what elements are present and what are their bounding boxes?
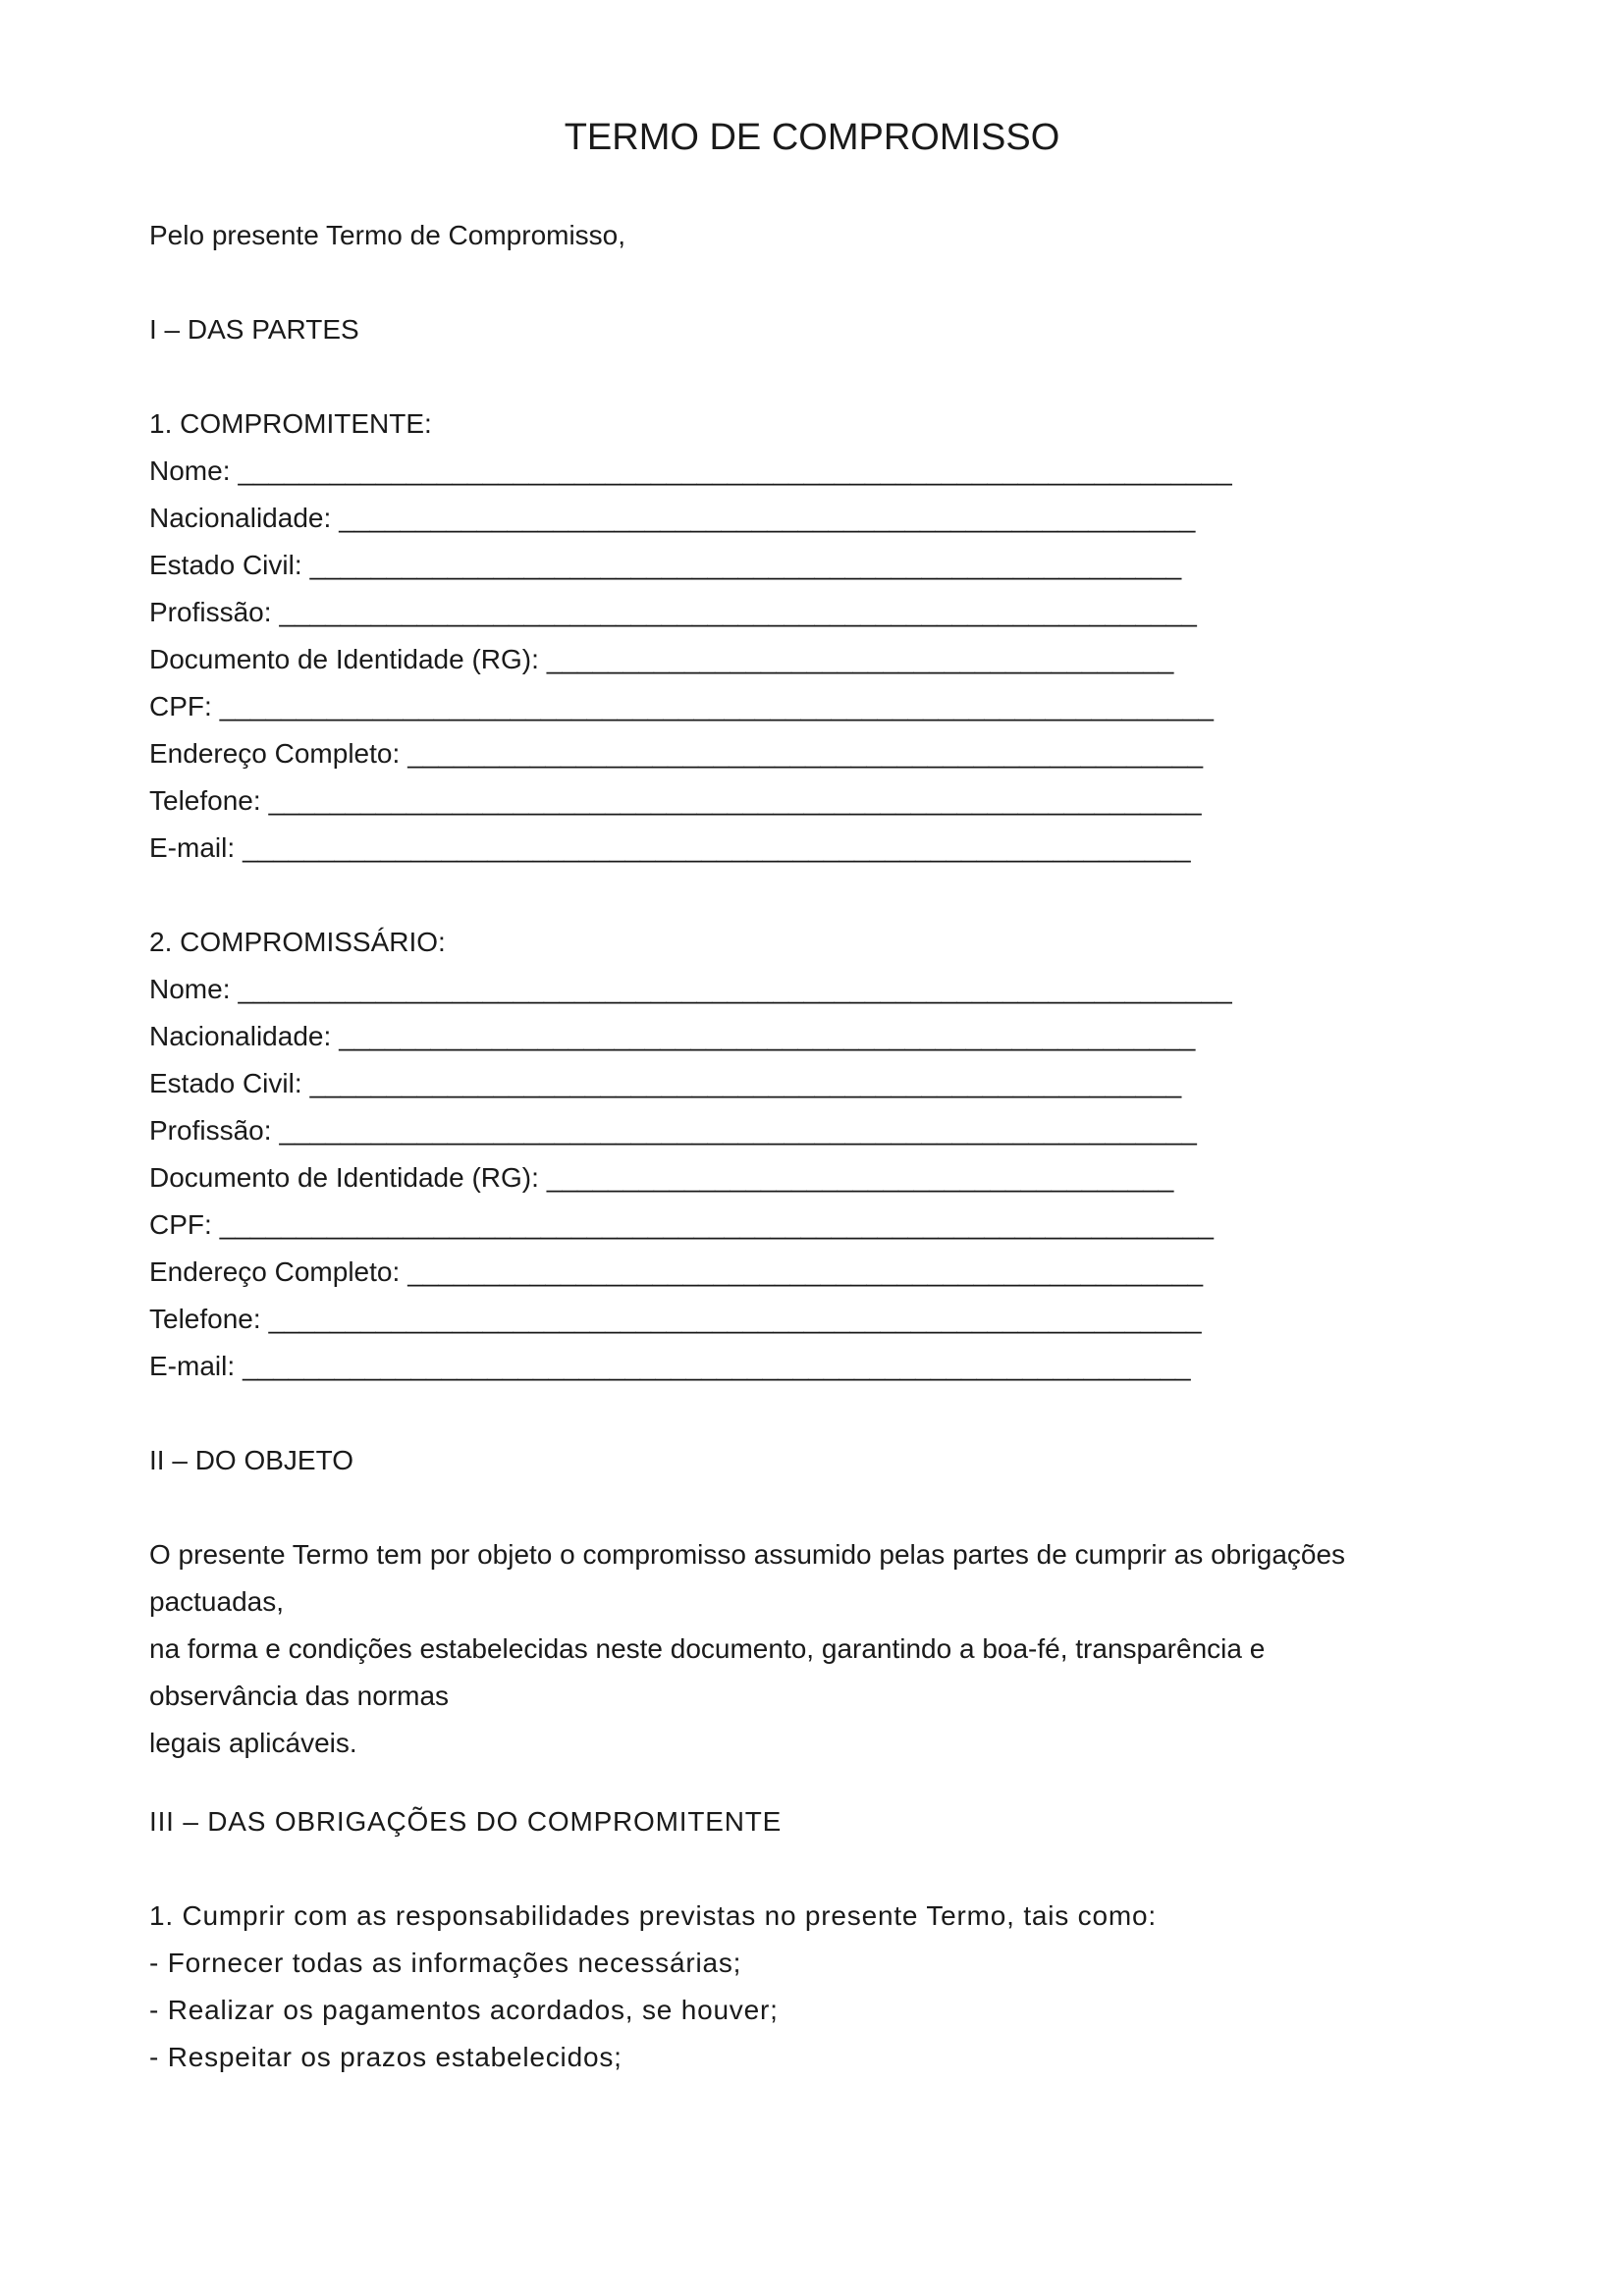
p1-field-row-telefone <box>149 777 1475 825</box>
field-label: Endereço Completo: <box>149 1256 401 1287</box>
p2-field-row-estado-civil <box>149 1060 1475 1107</box>
p2-field-row-rg <box>149 1154 1475 1201</box>
field-blank-line: _________________________________________________________ <box>309 1068 1182 1098</box>
field-blank-line: ________________________________________________________ <box>339 503 1196 533</box>
field-blank-line: _________________________________________________________ <box>309 550 1182 580</box>
spacer <box>149 1484 1475 1531</box>
p2-field-row-nacionalidade <box>149 1013 1475 1060</box>
field-blank-line: _________________________________________________________________ <box>238 974 1232 1004</box>
party-1-heading: 1. COMPROMITENTE: <box>149 408 432 439</box>
p1-field-row-nome <box>149 448 1475 495</box>
object-paragraph-line: legais aplicáveis. <box>149 1728 357 1758</box>
field-blank-line: _____________________________________________________________ <box>268 785 1202 816</box>
spacer <box>149 1845 1475 1893</box>
field-label: Profissão: <box>149 1115 272 1146</box>
p2-field-row-nome <box>149 966 1475 1013</box>
field-blank-line: ____________________________________________________________ <box>279 597 1197 627</box>
p2-field-row-email <box>149 1343 1475 1390</box>
field-label: Nacionalidade: <box>149 503 332 533</box>
p2-field-row-endereco <box>149 1249 1475 1296</box>
section-iii-heading: III – DAS OBRIGAÇÕES DO COMPROMITENTE <box>149 1806 783 1837</box>
field-blank-line: ____________________________________________________ <box>407 738 1204 769</box>
page-title: TERMO DE COMPROMISSO <box>564 117 1060 158</box>
section-i-heading: I – DAS PARTES <box>149 314 359 345</box>
field-label: Documento de Identidade (RG): <box>149 1162 539 1193</box>
obligation-item: - Realizar os pagamentos acordados, se houver; <box>149 1995 779 2025</box>
spacer <box>149 259 1475 306</box>
field-blank-line: _________________________________________________________________ <box>219 691 1214 721</box>
field-label: Nacionalidade: <box>149 1021 332 1051</box>
field-label: Estado Civil: <box>149 1068 302 1098</box>
obligation-item: - Fornecer todas as informações necessárias; <box>149 1948 742 1978</box>
p1-field-row-rg <box>149 636 1475 683</box>
field-label: Documento de Identidade (RG): <box>149 644 539 674</box>
p2-field-row-profissao <box>149 1107 1475 1154</box>
party-2-heading: 2. COMPROMISSÁRIO: <box>149 927 446 957</box>
field-label: CPF: <box>149 691 212 721</box>
field-blank-line: ______________________________________________________________ <box>243 832 1191 863</box>
field-label: E-mail: <box>149 1351 236 1381</box>
object-paragraph-line: na forma e condições estabelecidas neste documento, garantindo a boa-fé, transparência e <box>149 1633 1266 1664</box>
field-blank-line: _________________________________________________________________ <box>238 455 1232 486</box>
intro-line: Pelo presente Termo de Compromisso, <box>149 220 626 250</box>
field-blank-line: ____________________________________________________________ <box>279 1115 1197 1146</box>
p2-field-row-telefone <box>149 1296 1475 1343</box>
field-label: Telefone: <box>149 785 261 816</box>
field-label: CPF: <box>149 1209 212 1240</box>
object-paragraph-line: pactuadas, <box>149 1586 284 1617</box>
field-blank-line: _________________________________________________________________ <box>219 1209 1214 1240</box>
p1-field-row-nacionalidade <box>149 495 1475 542</box>
obligation-item: 1. Cumprir com as responsabilidades previstas no presente Termo, tais como: <box>149 1900 1157 1931</box>
p1-field-row-profissao <box>149 589 1475 636</box>
section-ii-heading: II – DO OBJETO <box>149 1445 353 1475</box>
obligation-item: - Respeitar os prazos estabelecidos; <box>149 2042 623 2072</box>
field-label: Telefone: <box>149 1304 261 1334</box>
field-label: Profissão: <box>149 597 272 627</box>
field-blank-line: ____________________________________________________ <box>407 1256 1204 1287</box>
object-paragraph-line: O presente Termo tem por objeto o compromisso assumido pelas partes de cumprir as obrigações <box>149 1539 1346 1570</box>
field-blank-line: _________________________________________ <box>546 644 1174 674</box>
spacer <box>149 1767 1475 1798</box>
spacer <box>149 165 1475 212</box>
field-blank-line: _________________________________________ <box>546 1162 1174 1193</box>
field-label: Nome: <box>149 455 231 486</box>
field-blank-line: ________________________________________________________ <box>339 1021 1196 1051</box>
p1-field-row-estado-civil <box>149 542 1475 589</box>
field-blank-line: _____________________________________________________________ <box>268 1304 1202 1334</box>
object-paragraph-line: observância das normas <box>149 1681 450 1711</box>
p1-field-row-cpf <box>149 683 1475 730</box>
field-label: Endereço Completo: <box>149 738 401 769</box>
field-label: Estado Civil: <box>149 550 302 580</box>
spacer <box>149 872 1475 919</box>
field-label: Nome: <box>149 974 231 1004</box>
p2-field-row-cpf <box>149 1201 1475 1249</box>
field-label: E-mail: <box>149 832 236 863</box>
spacer <box>149 353 1475 400</box>
p1-field-row-endereco <box>149 730 1475 777</box>
field-blank-line: ______________________________________________________________ <box>243 1351 1191 1381</box>
spacer <box>149 1390 1475 1437</box>
p1-field-row-email <box>149 825 1475 872</box>
